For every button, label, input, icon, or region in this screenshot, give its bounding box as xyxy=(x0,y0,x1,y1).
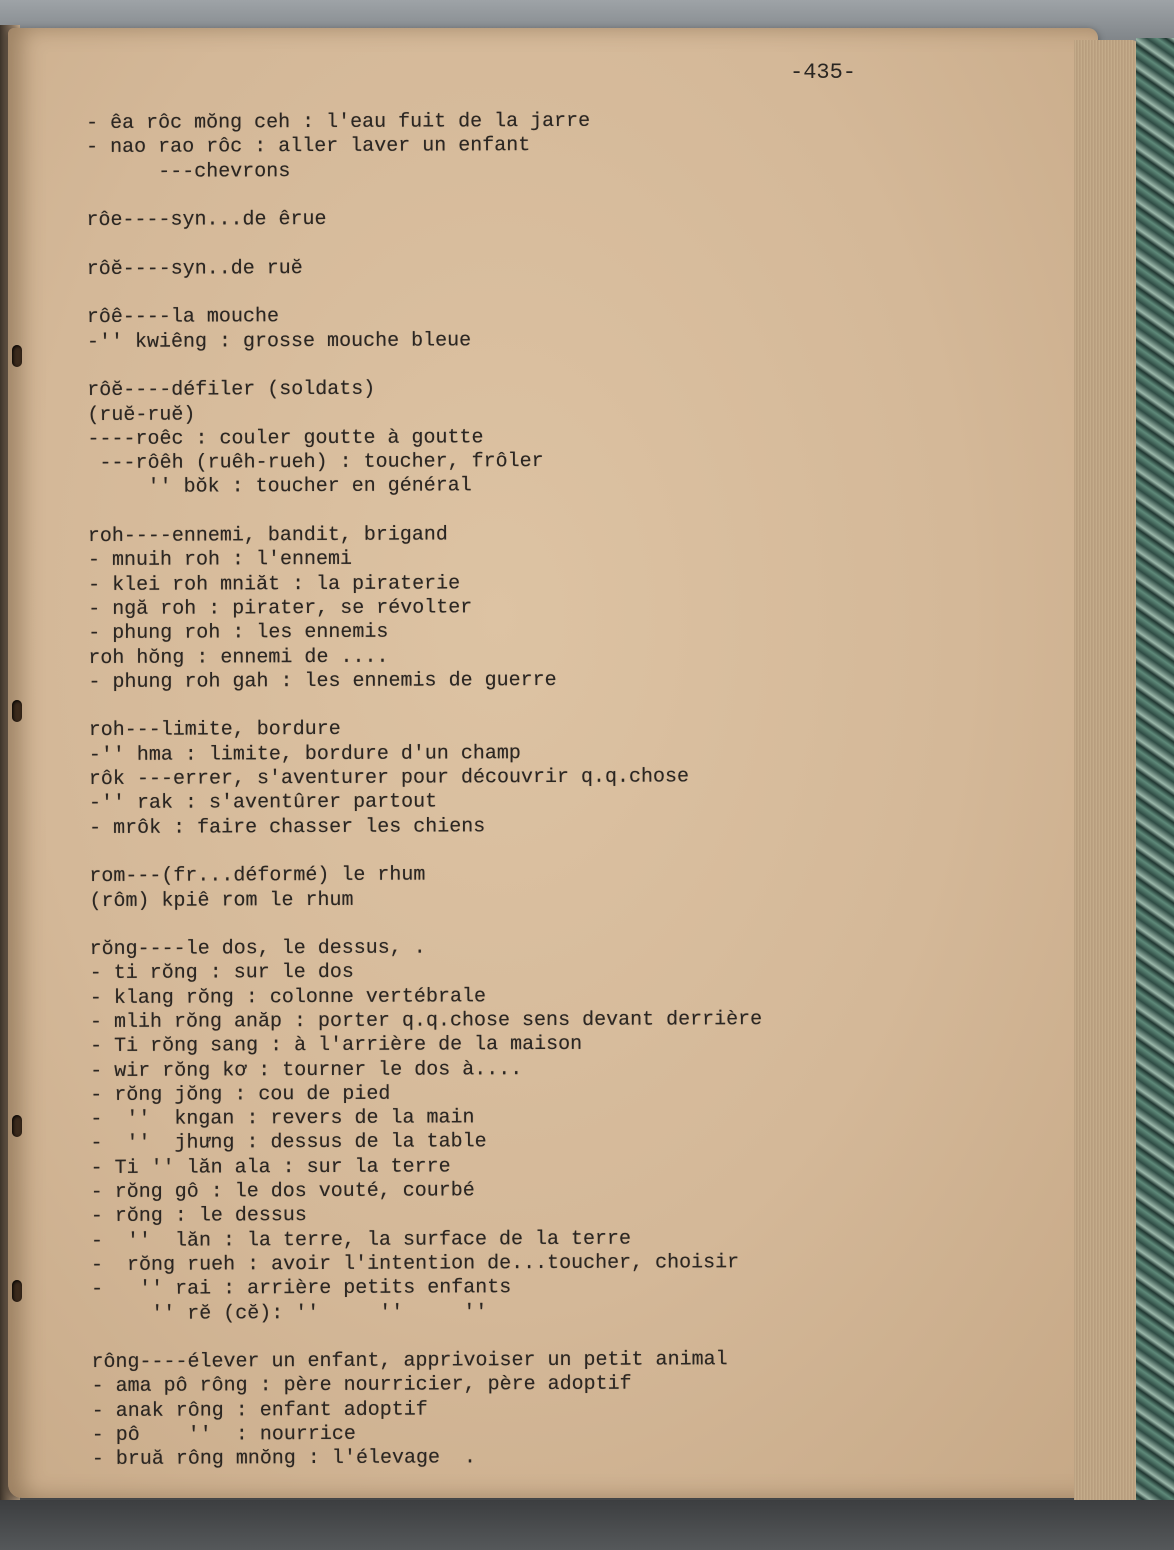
text-line: - mnuih roh : l'ennemi xyxy=(87,548,353,573)
text-line: roh----ennemi, bandit, brigand xyxy=(87,523,448,549)
text-line: - rŏng jŏng : cou de pied xyxy=(90,1082,391,1107)
text-line: - phung roh : les ennemis xyxy=(88,620,389,646)
text-line: rom---(fr...déformé) le rhum xyxy=(89,863,426,889)
text-line: - Ti rŏng sang : à l'arrière de la maison xyxy=(90,1033,583,1059)
text-line: - rŏng rueh : avoir l'intention de...toucher, choisir xyxy=(90,1251,740,1277)
text-line: - ama pô rông : père nourricier, père adoptif xyxy=(91,1373,632,1399)
text-line: '' bŏk : toucher en général xyxy=(87,474,472,500)
text-line: ---chevrons xyxy=(86,159,291,184)
text-line: -'' hma : limite, bordure d'un champ xyxy=(88,741,521,767)
text-line: - '' lăn : la terre, la surface de la terre xyxy=(90,1227,632,1253)
binding-hole xyxy=(12,1280,22,1302)
text-line: - bruă rông mnŏng : l'élevage . xyxy=(91,1446,476,1472)
text-line: rôĕ----défiler (soldats) xyxy=(87,378,376,403)
text-line: ---rôêh (ruêh-rueh) : toucher, frôler xyxy=(87,450,544,476)
text-line: rôĕ----syn..de ruĕ xyxy=(86,256,303,281)
page-edges xyxy=(1074,40,1138,1502)
text-line: - phung roh gah : les ennemis de guerre xyxy=(88,668,557,694)
bottom-shadow xyxy=(0,1500,1174,1550)
text-line: - êa rôc mŏng ceh : l'eau fuit de la jarre xyxy=(86,109,591,135)
text-line: '' rĕ (cĕ): '' '' '' xyxy=(91,1300,488,1326)
text-line: - klang rŏng : colonne vertébrale xyxy=(89,984,486,1010)
text-line: - mlih rŏng anăp : porter q.q.chose sens devant derrière xyxy=(89,1008,763,1034)
text-line: - rŏng gô : le dos vouté, courbé xyxy=(90,1179,475,1205)
text-line: - wir rŏng kơ : tourner le dos à.... xyxy=(90,1057,523,1083)
text-line: - '' jhưng : dessus de la table xyxy=(90,1130,487,1156)
text-line: - ti rŏng : sur le dos xyxy=(89,961,354,986)
text-line: roh hŏng : ennemi de .... xyxy=(88,645,389,670)
text-line: rôê----la mouche xyxy=(86,305,279,330)
text-line: -'' rak : s'aventûrer partout xyxy=(88,790,438,816)
text-line: - klei roh mniăt : la piraterie xyxy=(88,572,461,597)
text-line: rôk ---errer, s'aventurer pour découvrir q.q.chose xyxy=(88,765,690,792)
text-line: - ngă roh : pirater, se révolter xyxy=(88,596,473,621)
text-line: -'' kwiêng : grosse mouche bleue xyxy=(86,328,472,354)
text-line: - mrôk : faire chasser les chiens xyxy=(89,814,486,840)
text-line: ----roêc : couler goutte à goutte xyxy=(87,426,484,451)
text-line: rŏng----le dos, le dessus, . xyxy=(89,936,426,962)
text-line: - '' kngan : revers de la main xyxy=(90,1106,475,1132)
text-line: - anak rông : enfant adoptif xyxy=(91,1398,428,1423)
text-line: (ruĕ-ruĕ) xyxy=(87,403,196,427)
text-line: rông----élever un enfant, apprivoiser un petit animal xyxy=(91,1348,728,1375)
marbled-cover xyxy=(1136,38,1174,1508)
text-line: (rôm) kpiê rom le rhum xyxy=(89,888,354,913)
binding-hole xyxy=(12,1115,22,1137)
text-line: - '' rai : arrière petits enfants xyxy=(91,1276,512,1302)
text-line: - Ti '' lăn ala : sur la terre xyxy=(90,1155,451,1180)
dictionary-entries xyxy=(86,108,992,1473)
text-line: - pô '' : nourrice xyxy=(91,1422,356,1448)
page-number: -435- xyxy=(790,60,857,85)
binding-hole xyxy=(12,345,22,367)
text-line: - nao rao rôc : aller laver un enfant xyxy=(86,134,531,160)
binding-hole xyxy=(12,700,22,722)
text-line: rôe----syn...de êrue xyxy=(86,208,327,233)
text-line: - rŏng : le dessus xyxy=(90,1204,307,1229)
text-line: roh---limite, bordure xyxy=(88,718,341,743)
